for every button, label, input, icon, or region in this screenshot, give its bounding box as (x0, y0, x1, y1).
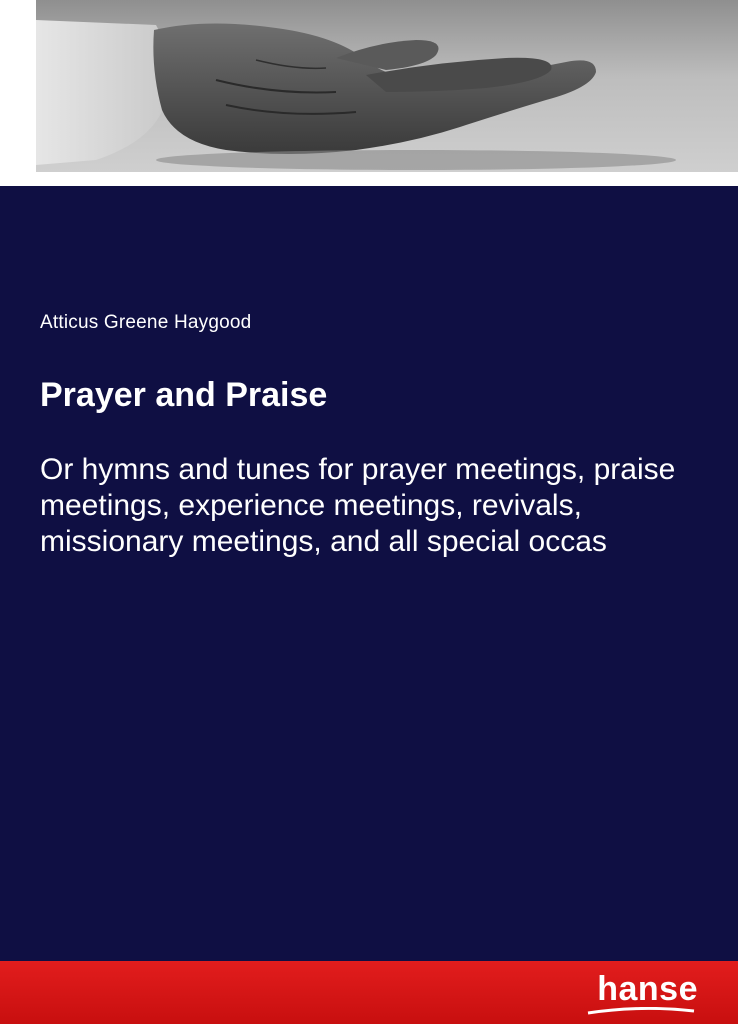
publisher-logo: hanse (597, 970, 698, 1008)
open-hand-image (36, 0, 738, 172)
cover-panel (0, 186, 738, 961)
logo-swoosh-icon (586, 1007, 696, 1017)
author-name: Atticus Greene Haygood (40, 312, 252, 333)
book-title: Prayer and Praise (40, 376, 328, 414)
book-subtitle: Or hymns and tunes for prayer meetings, praise meetings, experience meetings, revivals, missionary meetings, and all special occas (40, 453, 676, 558)
cover-photo (36, 0, 738, 172)
